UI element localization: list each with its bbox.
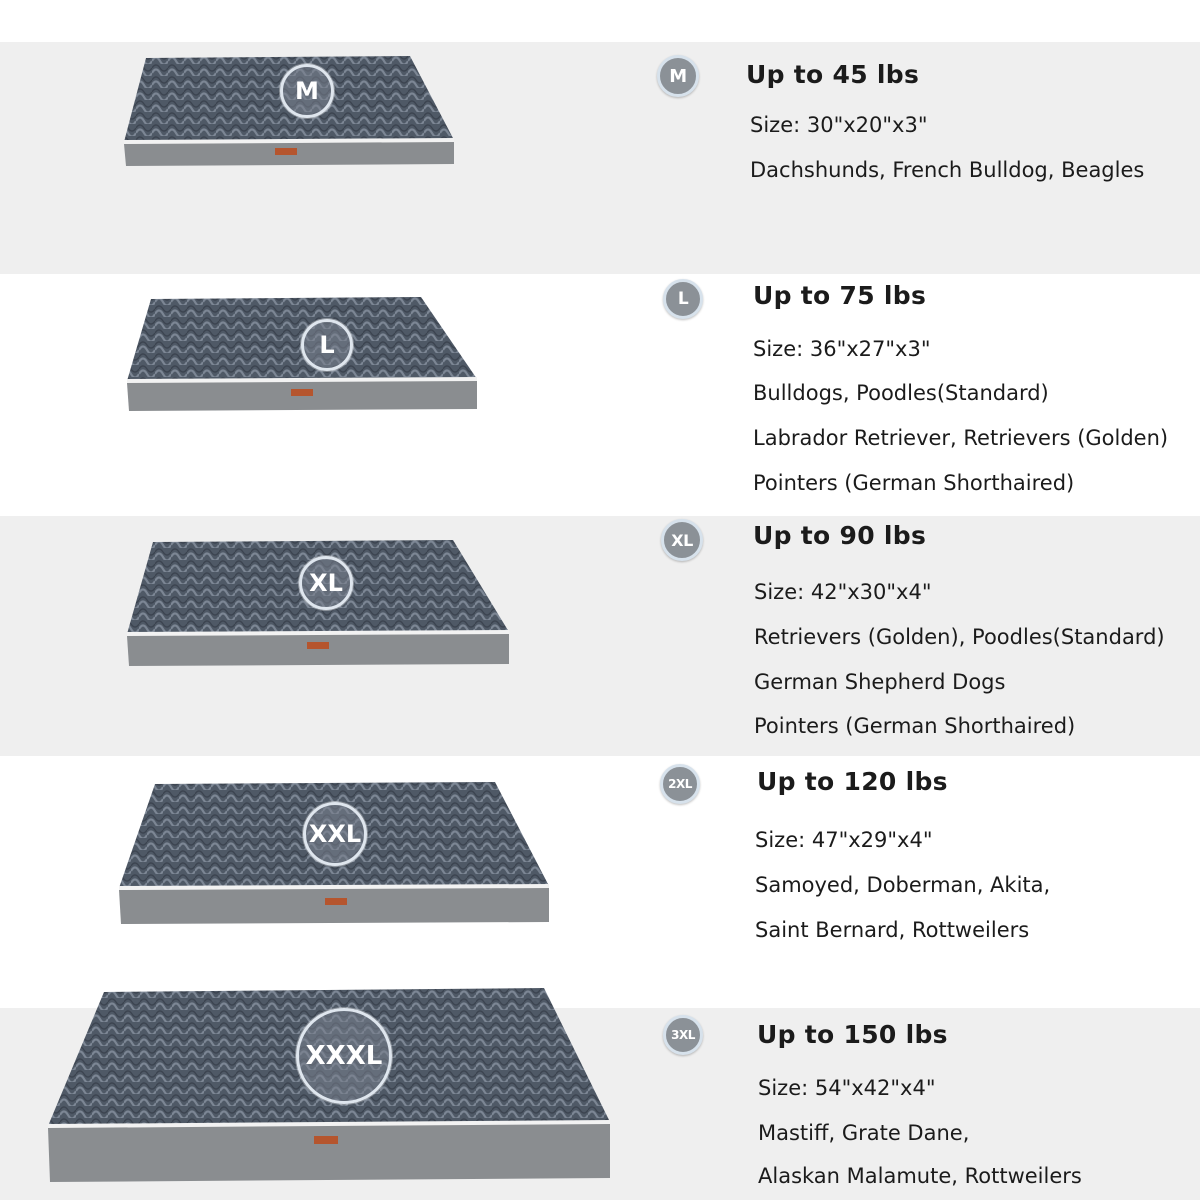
weight-limit-xxl: Up to 120 lbs — [757, 767, 948, 796]
size-circle-m: M — [280, 64, 334, 118]
breeds-xl-line-2: German Shepherd Dogs — [754, 670, 1006, 694]
size-circle-xxl: XXL — [303, 802, 367, 866]
size-badge-m: M — [657, 55, 699, 97]
size-badge-l: L — [663, 279, 703, 319]
breeds-l-line-1: Bulldogs, Poodles(Standard) — [753, 381, 1049, 405]
weight-limit-l: Up to 75 lbs — [753, 281, 927, 310]
dimensions-xl: Size: 42"x30"x4" — [754, 580, 932, 604]
dog-bed-image-xxl — [115, 778, 555, 930]
size-badge-3xl: 3XL — [663, 1015, 703, 1055]
dimensions-xxl: Size: 47"x29"x4" — [755, 828, 933, 852]
breeds-xxl-line-1: Samoyed, Doberman, Akita, — [755, 873, 1051, 897]
size-badge-xl: XL — [661, 519, 703, 561]
dog-bed-image-xl — [123, 536, 515, 672]
breeds-xxxl-line-2: Alaskan Malamute, Rottweilers — [758, 1164, 1082, 1188]
breeds-xl-line-3: Pointers (German Shorthaired) — [754, 714, 1076, 738]
dog-bed-image-xxxl — [44, 986, 616, 1186]
size-circle-xl: XL — [299, 556, 353, 610]
dog-bed-image-l — [123, 293, 483, 415]
dimensions-xxxl: Size: 54"x42"x4" — [758, 1076, 936, 1100]
weight-limit-xxxl: Up to 150 lbs — [757, 1020, 948, 1049]
size-circle-l: L — [301, 319, 353, 371]
dog-bed-image-m — [120, 52, 460, 170]
breeds-l-line-3: Pointers (German Shorthaired) — [753, 471, 1075, 495]
size-circle-xxxl: XXXL — [296, 1008, 392, 1104]
breeds-xxl-line-2: Saint Bernard, Rottweilers — [755, 918, 1030, 942]
dimensions-l: Size: 36"x27"x3" — [753, 337, 931, 361]
breeds-l-line-2: Labrador Retriever, Retrievers (Golden) — [753, 426, 1169, 450]
breeds-xl-line-1: Retrievers (Golden), Poodles(Standard) — [754, 625, 1165, 649]
dimensions-m: Size: 30"x20"x3" — [750, 113, 928, 137]
weight-limit-m: Up to 45 lbs — [746, 60, 920, 89]
size-badge-2xl: 2XL — [660, 764, 700, 804]
weight-limit-xl: Up to 90 lbs — [753, 521, 927, 550]
breeds-m-line-1: Dachshunds, French Bulldog, Beagles — [750, 158, 1145, 182]
breeds-xxxl-line-1: Mastiff, Grate Dane, — [758, 1121, 970, 1145]
